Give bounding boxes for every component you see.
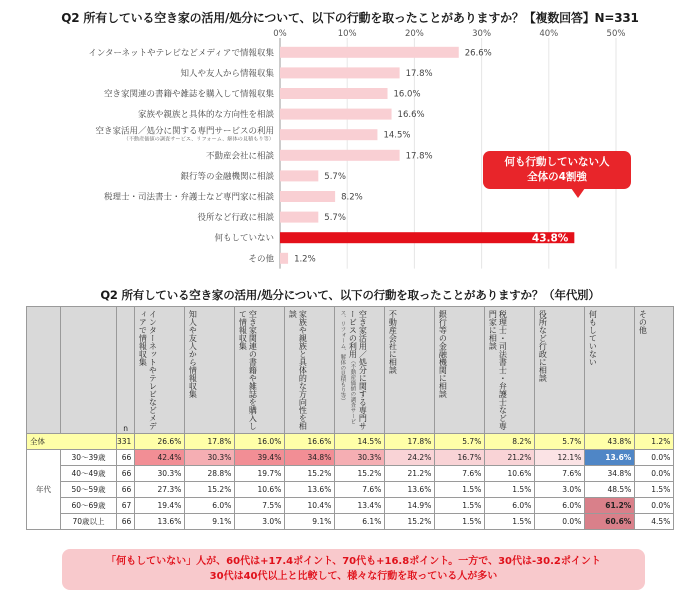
category-label: 空き家関連の書籍や雑誌を購入して情報収集 [103,89,274,100]
bar [280,88,388,99]
bar [280,129,377,140]
category-label: 役所など行政に相談 [197,213,274,224]
table-cell: 1.2% [635,434,674,450]
table-cell: 5.7% [535,434,585,450]
column-header [435,307,485,434]
bar-chart [0,24,700,265]
column-header-text [635,307,649,433]
data-label: 26.6% [464,48,492,59]
table-cell: 1.5% [485,482,535,498]
table-cell: 21.2% [485,450,535,466]
table-title: Q2 所有している空き家の活用/処分について、以下の行動を取ったことがありますか？（年代別） [100,288,600,302]
table-cell: 0.0% [635,498,674,514]
corner-cell [61,307,117,434]
table-cell: 13.4% [335,498,385,514]
data-label: 16.0% [393,89,421,100]
x-tick-label: 40% [539,29,559,39]
data-label: 5.7% [324,213,346,224]
table-cell: 19.4% [135,498,185,514]
table-cell: 9.1% [285,514,335,530]
summary-line1: 「何もしていない」人が、60代は+17.4ポイント、70代も+16.8ポイント。一方で、30代は-30.2ポイント [106,556,601,567]
table-header-row [27,307,674,434]
bar [280,253,288,264]
age-breakdown-table [26,306,674,530]
category-label: 知人や友人から情報収集 [180,68,274,79]
column-header-main: インターネットやテレビなどメディアで情報収集 [138,310,158,430]
table-cell: 7.6% [335,482,385,498]
annotation-line1: 何も行動していない人 [504,156,610,168]
category-label: 銀行等の金融機関に相談 [180,171,274,182]
table-cell: 27.3% [135,482,185,498]
table-cell: 13.6% [585,450,635,466]
table-cell: 0.0% [635,466,674,482]
data-label: 14.5% [383,130,411,141]
table-row-total [27,434,674,450]
x-tick-label: 10% [337,29,357,39]
table-cell: 9.1% [185,514,235,530]
table-cell: 4.5% [635,514,674,530]
column-header [385,307,435,434]
table-cell: 30.3% [135,466,185,482]
table-cell: 14.5% [335,434,385,450]
table-cell: 13.6% [385,482,435,498]
bar [280,67,400,78]
column-header [535,307,585,434]
table-cell: 1.5% [635,482,674,498]
column-header-main: 何もしていない [588,310,598,366]
table-cell: 26.6% [135,434,185,450]
row-label: 全体 [27,434,117,450]
table-cell: 16.0% [235,434,285,450]
column-header-text [135,307,159,433]
table-cell: 10.6% [485,466,535,482]
bar [280,47,459,58]
category-label: その他 [248,254,274,265]
column-header-text [435,307,449,433]
n-value: 331 [117,434,135,450]
table-row [27,498,674,514]
column-header [135,307,185,434]
table-cell: 5.7% [435,434,485,450]
table-cell: 43.8% [585,434,635,450]
bar [280,191,335,202]
table-cell: 6.1% [335,514,385,530]
n-value: 66 [117,466,135,482]
summary-box [62,549,645,590]
column-header-text [185,307,199,433]
n-value: 66 [117,482,135,498]
table-cell: 0.0% [635,450,674,466]
table-cell: 6.0% [535,498,585,514]
annotation-callout [483,151,631,189]
column-header-sub: （不動産価値の調査サービス、リフォーム、解体の見積もり等） [339,310,356,424]
table-row [27,514,674,530]
column-header [335,307,385,434]
n-header [117,307,135,434]
row-label: 30～39歳 [61,450,117,466]
table-cell: 16.7% [435,450,485,466]
category-label: 空き家活用／処分に関する専門サービスの利用 [95,126,274,137]
category-label: 何もしていない [214,233,274,244]
bar-chart-title: Q2 所有している空き家の活用/処分について、以下の行動を取ったことがありますか？【複数回答】N=331 [61,11,639,25]
x-tick-label: 20% [404,29,424,39]
x-tick-label: 0% [273,29,287,39]
column-header-main: 知人や友人から情報収集 [188,310,198,398]
table-cell: 15.2% [385,514,435,530]
table-cell: 48.5% [585,482,635,498]
table-cell: 30.3% [185,450,235,466]
table-cell: 6.0% [485,498,535,514]
table-cell: 15.2% [335,466,385,482]
column-header-main: 銀行等の金融機関に相談 [438,310,448,398]
table-cell: 7.5% [235,498,285,514]
table-row [27,482,674,498]
table-cell: 14.9% [385,498,435,514]
table-cell: 15.2% [185,482,235,498]
table-cell: 16.6% [285,434,335,450]
row-label: 40～49歳 [61,466,117,482]
table-cell: 8.2% [485,434,535,450]
column-header-main: 役所など行政に相談 [538,310,548,382]
column-header-main: 空き家活用／処分に関する専門サービスの利用 [348,310,368,430]
column-header-main: 税理士・司法書士・弁護士など専門家に相談 [488,310,508,430]
summary-line2: 30代は40代以上と比較して、様々な行動を取っている人が多い [209,571,498,582]
table-cell: 10.6% [235,482,285,498]
category-label: インターネットやテレビなどメディアで情報収集 [88,48,274,59]
category-label: 不動産会社に相談 [205,151,274,162]
table-cell: 34.8% [285,450,335,466]
group-label: 年代 [27,450,61,530]
table-cell: 6.0% [185,498,235,514]
table-cell: 42.4% [135,450,185,466]
column-header [235,307,285,434]
column-header [285,307,335,434]
column-header-main: 家族や親族と具体的な方向性を相談 [288,310,308,430]
column-header-text [535,307,549,433]
n-value: 66 [117,514,135,530]
column-header-text [335,307,369,433]
column-header-text [235,307,259,433]
data-label: 1.2% [294,254,316,265]
table-cell: 1.5% [435,482,485,498]
table-cell: 3.0% [535,482,585,498]
table-cell: 7.6% [535,466,585,482]
table-cell: 30.3% [335,450,385,466]
data-label: 8.2% [341,192,363,203]
data-label: 16.6% [397,110,425,121]
table-cell: 60.6% [585,514,635,530]
table-cell: 7.6% [435,466,485,482]
x-tick-label: 30% [472,29,492,39]
table-cell: 19.7% [235,466,285,482]
column-header-main: 不動産会社に相談 [388,310,398,374]
column-header [585,307,635,434]
column-header [485,307,535,434]
data-label: 17.8% [405,151,433,162]
bar [280,232,574,243]
row-label: 70歳以上 [61,514,117,530]
bar [280,150,400,161]
table-cell: 28.8% [185,466,235,482]
table-cell: 24.2% [385,450,435,466]
table-cell: 12.1% [535,450,585,466]
table-cell: 1.5% [435,514,485,530]
category-label: 家族や親族と具体的な方向性を相談 [137,110,274,121]
column-header [635,307,674,434]
table-cell: 10.4% [285,498,335,514]
row-label: 50～59歳 [61,482,117,498]
column-header-text [285,307,309,433]
data-label: 43.8% [531,232,569,245]
table-cell: 1.5% [435,498,485,514]
table-row [27,466,674,482]
bar [280,212,318,223]
column-header-text [485,307,509,433]
column-header-main: その他 [638,310,648,334]
bar [280,170,318,181]
table-cell: 0.0% [535,514,585,530]
column-header [185,307,235,434]
corner-cell [27,307,61,434]
column-header-main: 空き家関連の書籍や雑誌を購入して情報収集 [238,310,258,430]
column-header-text [385,307,399,433]
table-cell: 39.4% [235,450,285,466]
table-row [27,450,674,466]
table-cell: 61.2% [585,498,635,514]
data-label: 17.8% [405,68,433,79]
x-tick-label: 50% [606,29,626,39]
table-cell: 1.5% [485,514,535,530]
n-value: 66 [117,450,135,466]
table-cell: 17.8% [385,434,435,450]
n-label: n [123,424,129,433]
table-cell: 3.0% [235,514,285,530]
table-cell: 17.8% [185,434,235,450]
table-cell: 13.6% [285,482,335,498]
n-value: 67 [117,498,135,514]
column-header-text [585,307,599,433]
table-cell: 13.6% [135,514,185,530]
table-cell: 15.2% [285,466,335,482]
table-cell: 34.8% [585,466,635,482]
data-label: 5.7% [324,171,346,182]
bar [280,109,392,120]
category-sublabel: （不動産価値の調査サービス、リフォーム、解体の見積もり等） [123,136,274,143]
table-cell: 21.2% [385,466,435,482]
annotation-line2: 全体の4割強 [527,171,587,183]
category-label: 税理士・司法書士・弁護士など専門家に相談 [103,192,274,203]
row-label: 60～69歳 [61,498,117,514]
